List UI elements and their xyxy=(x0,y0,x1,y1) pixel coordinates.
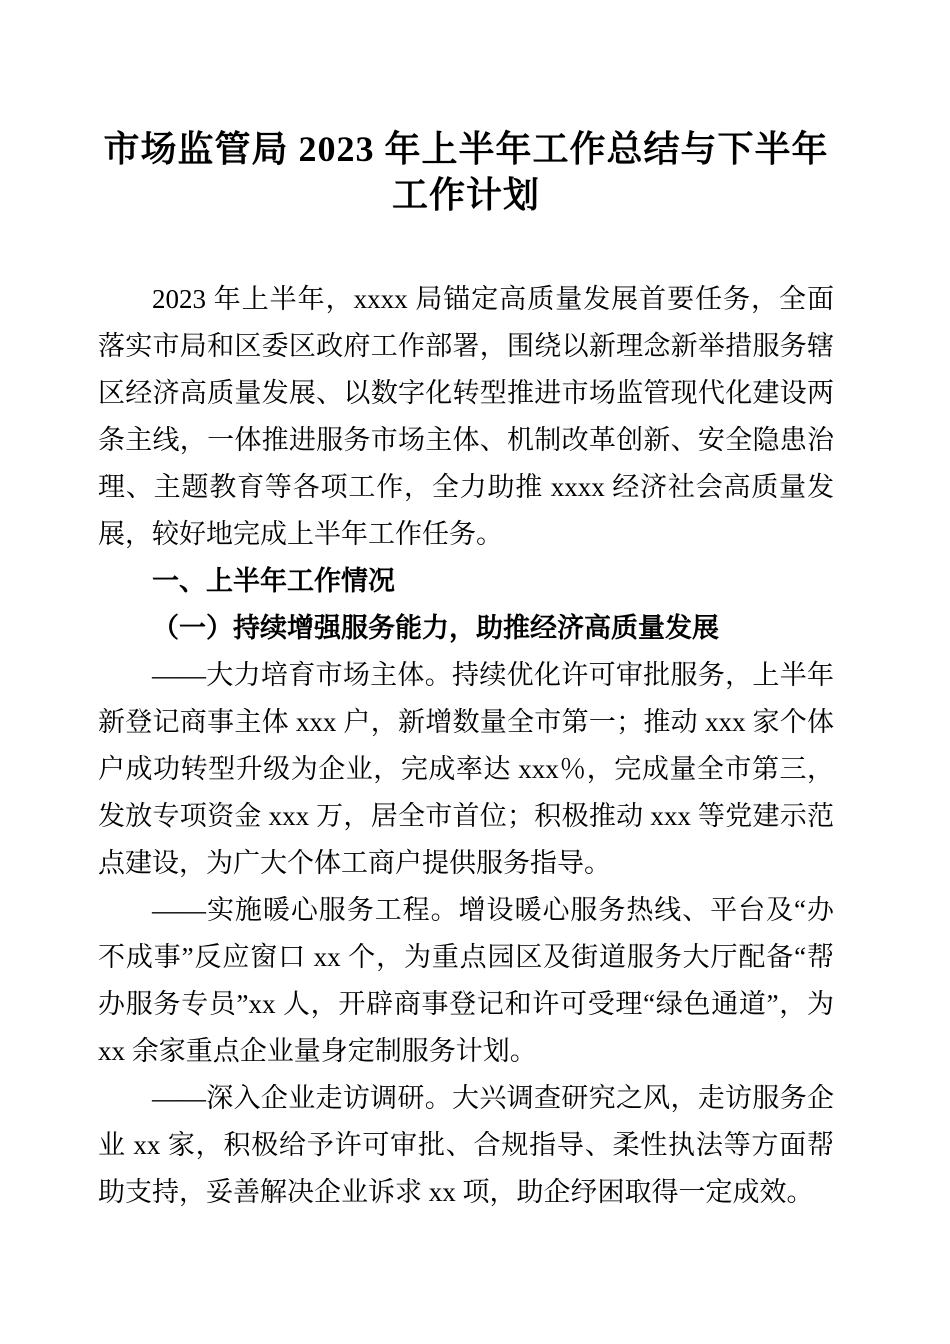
section-heading-first-half-work: 一、上半年工作情况 xyxy=(152,566,395,596)
intro-paragraph: 2023 年上半年，xxxx 局锚定高质量发展首要任务，全面落实市局和区委区政府工作部署，围绕以新理念新举措服务辖区经济高质量发展、以数字化转型推进市场监管现代化建设两条主线，一体推进服务市场主体、机制改革创新、安全隐患治理、主题教育等各项工作，全力助推 xxxx 经济社会高质量发展，较好地完成上半年工作任务。 xyxy=(98,284,834,549)
document-title xyxy=(98,126,834,218)
document-title-line-1: 市场监管局 2023 年上半年工作总结与下半年 xyxy=(103,129,829,169)
document-title-line-2: 工作计划 xyxy=(391,175,540,215)
work-item-paragraph-enterprise-visits: ——深入企业走访调研。大兴调查研究之风，走访服务企业 xx 家，积极给予许可审批、合规指导、柔性执法等方面帮助支持，妥善解决企业诉求 xx 项，助企纾困取得一定成效。 xyxy=(98,1083,834,1207)
work-item-paragraph-cultivate-market-entities: ——大力培育市场主体。持续优化许可审批服务，上半年新登记商事主体 xxx 户，新增数量全市第一；推动 xxx 家个体户成功转型升级为企业，完成率达 xxx％，完成量全市第三，发放专项资金 xxx 万，居全市首位；积极推动 xxx 等党建示范点建设，为广大个体工商户提供服务指导。 xyxy=(98,660,834,878)
subsection-heading-service-capability: （一）持续增强服务能力，助推经济高质量发展 xyxy=(152,613,719,643)
work-item-paragraph-warm-service-project: ——实施暖心服务工程。增设暖心服务热线、平台及“办不成事”反应窗口 xx 个，为重点园区及街道服务大厅配备“帮办服务专员”xx 人，开辟商事登记和许可受理“绿色通道”，为 xx 余家重点企业量身定制服务计划。 xyxy=(98,895,834,1066)
